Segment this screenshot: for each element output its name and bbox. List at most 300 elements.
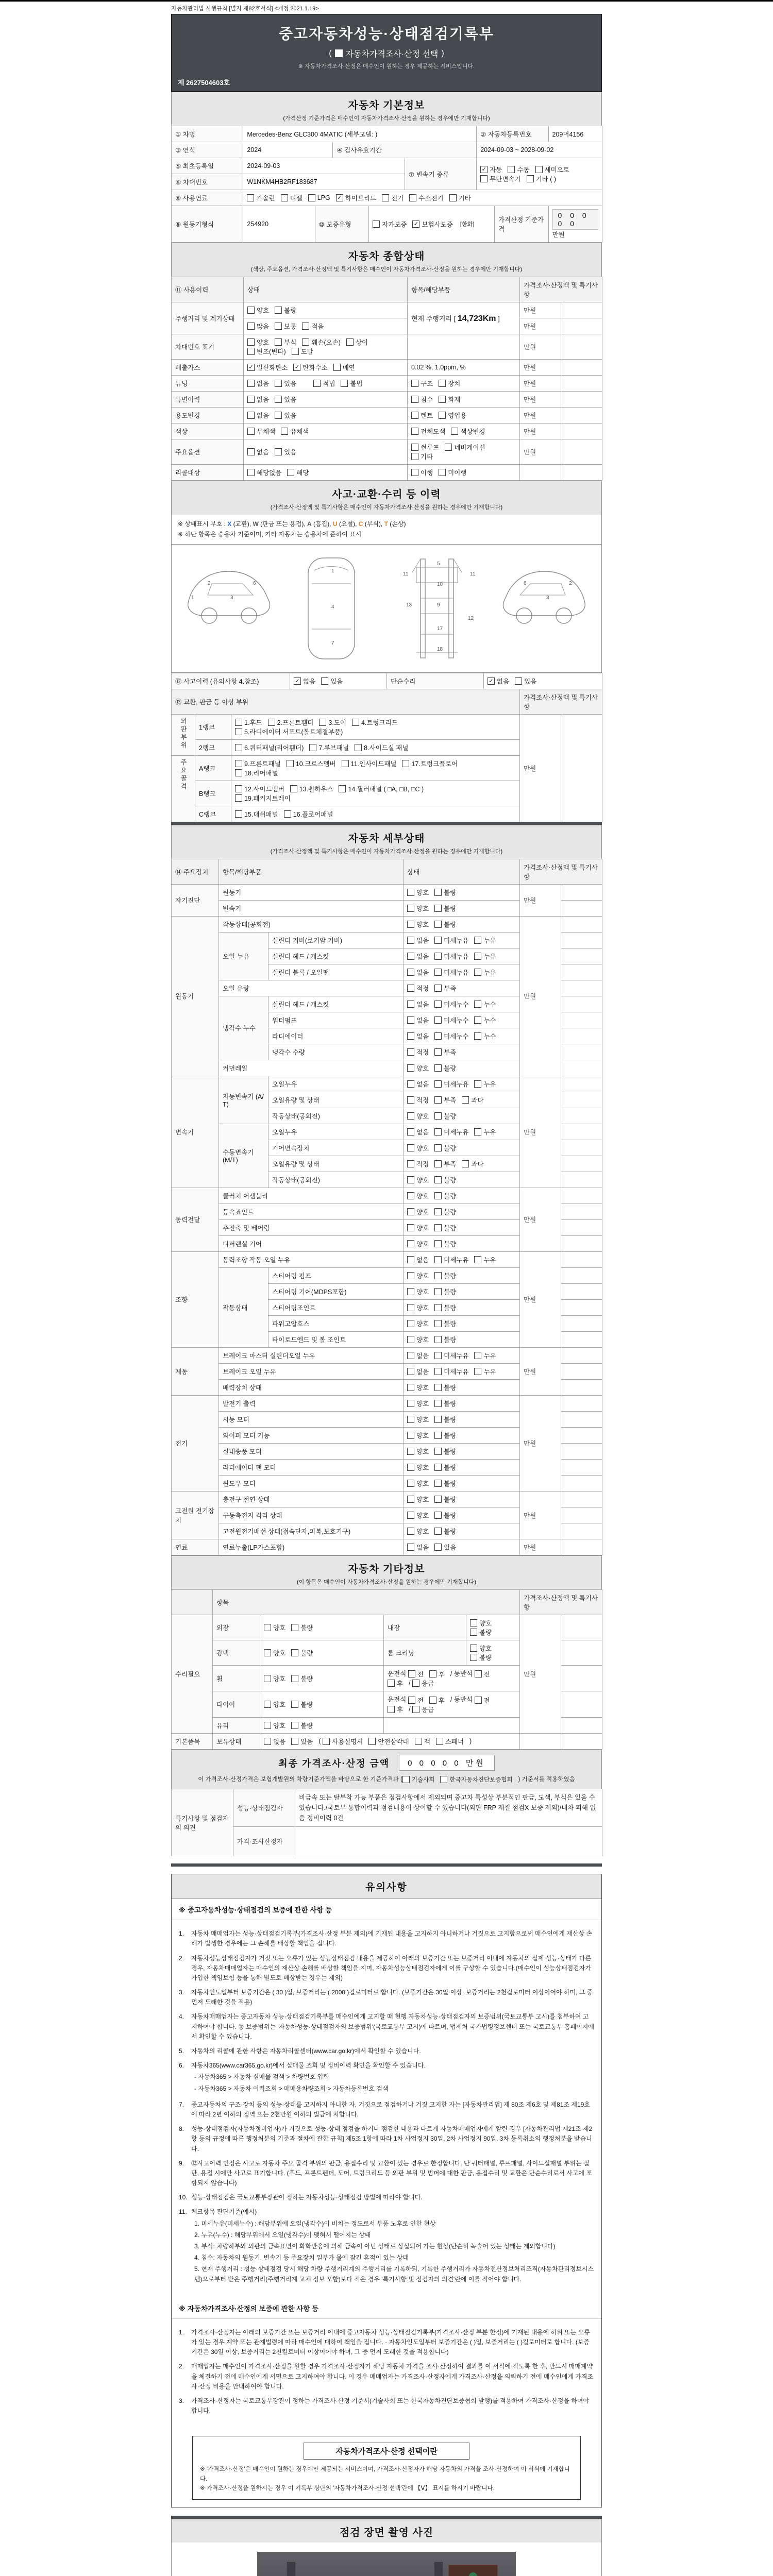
checkbox-불량[interactable] <box>434 1431 456 1440</box>
checkbox-box[interactable] <box>407 1240 414 1247</box>
checkbox-없음[interactable] <box>407 1255 429 1264</box>
checkbox-box[interactable] <box>407 1128 414 1136</box>
checkbox-불량[interactable] <box>470 1628 492 1637</box>
checkbox-있음[interactable] <box>515 676 536 686</box>
checkbox-box[interactable] <box>434 1432 442 1439</box>
checkbox-box[interactable] <box>470 1645 477 1652</box>
checkbox-box[interactable] <box>434 905 442 912</box>
checkbox-box[interactable] <box>434 969 442 976</box>
checkbox-box[interactable] <box>480 175 488 182</box>
checkbox-불량[interactable] <box>434 1415 456 1424</box>
checkbox-10.크로스멤버[interactable] <box>287 759 336 768</box>
checkbox-box[interactable] <box>302 323 309 330</box>
checkbox-적음[interactable] <box>302 321 324 331</box>
checkbox-있음[interactable] <box>434 1543 456 1552</box>
checkbox-불법[interactable] <box>341 379 362 388</box>
checkbox-box[interactable] <box>434 1368 442 1375</box>
checkbox-box[interactable] <box>411 469 418 476</box>
checkbox-양호[interactable] <box>407 1063 429 1073</box>
checkbox-box[interactable] <box>407 1224 414 1231</box>
checkbox-양호[interactable] <box>264 1623 285 1632</box>
checkbox-box[interactable] <box>284 810 291 818</box>
checkbox-후[interactable] <box>388 1705 403 1714</box>
checkbox-불량[interactable] <box>434 1063 456 1073</box>
checkbox-있음[interactable] <box>275 395 296 404</box>
checkbox-있음[interactable] <box>275 379 296 388</box>
checkbox-box[interactable] <box>407 1544 414 1551</box>
checkbox-box[interactable] <box>402 760 409 767</box>
checkbox-box[interactable] <box>346 338 354 346</box>
checkbox-box[interactable] <box>407 889 414 896</box>
checkbox-box[interactable] <box>434 1512 442 1519</box>
checkbox-box[interactable] <box>407 1160 414 1167</box>
checkbox-해당없음[interactable] <box>247 468 281 477</box>
checkbox-없음[interactable] <box>407 1079 429 1089</box>
checkbox-15.대쉬패널[interactable] <box>235 809 278 819</box>
checkbox-box[interactable] <box>434 1064 442 1072</box>
checkbox-불량[interactable] <box>470 1653 492 1662</box>
checkbox-보험사보증[interactable] <box>412 219 452 229</box>
checkbox-가솔린[interactable] <box>247 193 275 202</box>
checkbox-box[interactable] <box>462 1096 469 1104</box>
checkbox-기타[interactable] <box>411 452 433 461</box>
checkbox-양호[interactable] <box>264 1674 285 1683</box>
checkbox-box[interactable] <box>445 444 452 451</box>
checkbox-box[interactable] <box>281 428 288 435</box>
checkbox-양호[interactable] <box>407 1335 429 1344</box>
checkbox-box[interactable] <box>434 953 442 960</box>
checkbox-box[interactable] <box>281 194 288 201</box>
checkbox-box[interactable] <box>407 1144 414 1151</box>
checkbox-box[interactable] <box>407 1432 414 1439</box>
checkbox-box[interactable] <box>535 166 543 173</box>
checkbox-8.사이드실 패널[interactable] <box>355 743 408 752</box>
checkbox-box[interactable] <box>355 744 362 751</box>
checkbox-box[interactable] <box>247 396 255 403</box>
checkbox-box[interactable] <box>434 1448 442 1455</box>
checkbox-box[interactable] <box>474 1256 481 1263</box>
checkbox-불량[interactable] <box>434 904 456 913</box>
checkbox-box[interactable] <box>434 1240 442 1247</box>
checkbox-양호[interactable] <box>407 1111 429 1121</box>
checkbox-box[interactable] <box>474 1368 481 1375</box>
checkbox-스패너[interactable] <box>436 1737 464 1746</box>
checkbox-과다[interactable] <box>462 1095 483 1105</box>
checkbox-box[interactable] <box>407 1192 414 1199</box>
checkbox-무단변속기[interactable] <box>480 174 520 183</box>
checkbox-미세누수[interactable] <box>434 999 468 1009</box>
checkbox-box[interactable] <box>275 323 282 330</box>
checkbox-변조(변타)[interactable] <box>247 347 286 356</box>
checkbox-누수[interactable] <box>474 999 496 1009</box>
checkbox-box[interactable] <box>407 985 414 992</box>
checkbox-box[interactable] <box>407 1416 414 1423</box>
checkbox-불량[interactable] <box>434 1271 456 1280</box>
checkbox-box[interactable] <box>440 1776 447 1783</box>
checkbox-도말[interactable] <box>292 347 313 356</box>
checkbox-없음[interactable] <box>407 1127 429 1137</box>
checkbox-box[interactable] <box>247 469 255 476</box>
checkbox-box[interactable] <box>407 1352 414 1359</box>
checkbox-양호[interactable] <box>407 1383 429 1392</box>
checkbox-box[interactable] <box>436 1738 443 1745</box>
checkbox-17.트렁크플로어[interactable] <box>402 759 458 768</box>
checkbox-box[interactable] <box>408 1670 415 1677</box>
checkbox-기술사회[interactable] <box>402 1775 434 1784</box>
checkbox-box[interactable] <box>264 1624 271 1631</box>
checkbox-사용설명서[interactable] <box>323 1737 363 1746</box>
checkbox-19.패키지트레이[interactable] <box>235 793 291 803</box>
checkbox-box[interactable] <box>388 1680 395 1687</box>
checkbox-box[interactable] <box>434 1160 442 1167</box>
checkbox-box[interactable]: ✓ <box>293 364 300 371</box>
checkbox-box[interactable] <box>470 1619 477 1626</box>
checkbox-box[interactable] <box>411 396 418 403</box>
checkbox-보통[interactable] <box>275 321 296 331</box>
checkbox-box[interactable]: ✓ <box>412 221 419 228</box>
checkbox-양호[interactable] <box>264 1700 285 1709</box>
checkbox-많음[interactable] <box>247 321 269 331</box>
checkbox-box[interactable] <box>407 1464 414 1471</box>
checkbox-미세누유[interactable] <box>434 1255 468 1264</box>
checkbox-box[interactable] <box>235 769 242 776</box>
checkbox-없음[interactable] <box>294 676 315 686</box>
checkbox-box[interactable] <box>291 1722 298 1729</box>
checkbox-양호[interactable] <box>407 1495 429 1504</box>
checkbox-있음[interactable] <box>275 447 296 456</box>
checkbox-box[interactable] <box>434 1048 442 1056</box>
checkbox-누유[interactable] <box>474 1127 496 1137</box>
checkbox-box[interactable] <box>264 1722 271 1729</box>
checkbox-box[interactable] <box>291 1738 298 1745</box>
checkbox-box[interactable] <box>439 396 446 403</box>
checkbox-box[interactable] <box>287 760 294 767</box>
checkbox-유채색[interactable] <box>281 427 309 436</box>
checkbox-box[interactable] <box>474 953 481 960</box>
checkbox-box[interactable] <box>407 953 414 960</box>
checkbox-양호[interactable] <box>407 1143 429 1153</box>
checkbox-7.루브패널[interactable] <box>309 743 349 752</box>
checkbox-미세누유[interactable] <box>434 936 468 945</box>
checkbox-box[interactable] <box>527 175 534 182</box>
checkbox-양호[interactable] <box>407 1479 429 1488</box>
checkbox-box[interactable] <box>319 719 326 726</box>
checkbox-전[interactable] <box>475 1669 490 1679</box>
checkbox-box[interactable] <box>434 1112 442 1120</box>
checkbox-box[interactable] <box>407 1001 414 1008</box>
checkbox-box[interactable] <box>434 1176 442 1183</box>
checkbox-누유[interactable] <box>474 968 496 977</box>
checkbox-자가보증[interactable] <box>373 219 407 229</box>
checkbox-응급[interactable] <box>412 1705 434 1714</box>
checkbox-13.휠하우스[interactable] <box>290 784 333 793</box>
checkbox-부족[interactable] <box>434 1047 456 1057</box>
checkbox-box[interactable] <box>434 1352 442 1359</box>
checkbox-box[interactable] <box>429 1697 436 1704</box>
checkbox-box[interactable] <box>411 412 418 419</box>
checkbox-box[interactable] <box>474 969 481 976</box>
checkbox-box[interactable] <box>407 1336 414 1343</box>
checkbox-box[interactable] <box>434 921 442 928</box>
checkbox-없음[interactable] <box>407 1015 429 1025</box>
checkbox-box[interactable] <box>434 1400 442 1407</box>
checkbox-9.프론트패널[interactable] <box>235 759 281 768</box>
checkbox-없음[interactable] <box>407 968 429 977</box>
checkbox-누유[interactable] <box>474 1079 496 1089</box>
checkbox-훼손(오손)[interactable] <box>302 337 341 347</box>
checkbox-box[interactable] <box>434 1384 442 1391</box>
checkbox-없음[interactable] <box>407 1367 429 1376</box>
checkbox-box[interactable] <box>407 1304 414 1311</box>
checkbox-box[interactable] <box>439 412 446 419</box>
checkbox-box[interactable] <box>407 1032 414 1040</box>
checkbox-양호[interactable] <box>407 1431 429 1440</box>
checkbox-미세누유[interactable] <box>434 968 468 977</box>
checkbox-불량[interactable] <box>434 1463 456 1472</box>
checkbox-box[interactable] <box>235 785 242 792</box>
checkbox-부족[interactable] <box>434 984 456 993</box>
checkbox-불량[interactable] <box>291 1721 313 1730</box>
checkbox-box[interactable] <box>439 380 446 387</box>
checkbox-box[interactable] <box>407 1080 414 1088</box>
checkbox-네비게이션[interactable] <box>445 443 485 452</box>
checkbox-box[interactable] <box>474 1080 481 1088</box>
checkbox-box[interactable] <box>407 969 414 976</box>
checkbox-box[interactable] <box>434 1192 442 1199</box>
checkbox-box[interactable] <box>264 1738 271 1745</box>
checkbox-부족[interactable] <box>434 1095 456 1105</box>
checkbox-불량[interactable] <box>291 1623 313 1632</box>
checkbox-box[interactable] <box>247 412 255 419</box>
checkbox-box[interactable] <box>508 166 515 173</box>
checkbox-상이[interactable] <box>346 337 368 347</box>
checkbox-기타 ( )[interactable] <box>527 174 556 183</box>
checkbox-box[interactable] <box>411 380 418 387</box>
checkbox-box[interactable] <box>388 1706 395 1713</box>
checkbox-box[interactable] <box>412 1680 419 1687</box>
checkbox-box[interactable] <box>407 1512 414 1519</box>
checkbox-디젤[interactable] <box>281 193 303 202</box>
checkbox-box[interactable] <box>474 1016 481 1024</box>
checkbox-box[interactable] <box>247 194 254 201</box>
checkbox-영업용[interactable] <box>439 411 466 420</box>
checkbox-없음[interactable] <box>407 936 429 945</box>
checkbox-양호[interactable] <box>264 1721 285 1730</box>
checkbox-양호[interactable] <box>407 1207 429 1216</box>
checkbox-box[interactable] <box>407 905 414 912</box>
checkbox-box[interactable] <box>515 677 522 685</box>
checkbox-box[interactable] <box>247 307 255 314</box>
checkbox-부식[interactable] <box>275 337 296 347</box>
checkbox-불량[interactable] <box>434 1239 456 1248</box>
checkbox-box[interactable] <box>339 785 346 792</box>
checkbox-누유[interactable] <box>474 936 496 945</box>
checkbox-양호[interactable] <box>407 888 429 897</box>
checkbox-양호[interactable] <box>470 1643 492 1653</box>
checkbox-한국자동차진단보증협회[interactable] <box>440 1775 512 1784</box>
checkbox-누유[interactable] <box>474 952 496 961</box>
checkbox-없음[interactable] <box>407 1543 429 1552</box>
checkbox-미이행[interactable] <box>439 468 466 477</box>
checkbox-box[interactable] <box>368 1738 376 1745</box>
checkbox-없음[interactable] <box>247 379 269 388</box>
checkbox-box[interactable] <box>342 760 349 767</box>
checkbox-전체도색[interactable] <box>411 427 445 436</box>
checkbox-box[interactable] <box>475 1697 482 1704</box>
checkbox-불량[interactable] <box>275 306 296 315</box>
checkbox-없음[interactable] <box>488 676 509 686</box>
checkbox-box[interactable] <box>434 1416 442 1423</box>
checkbox-box[interactable] <box>407 1256 414 1263</box>
checkbox-구조[interactable] <box>411 379 433 388</box>
checkbox-미세누수[interactable] <box>434 1015 468 1025</box>
checkbox-box[interactable] <box>275 380 282 387</box>
checkbox-후[interactable] <box>429 1669 445 1679</box>
checkbox-불량[interactable] <box>434 1511 456 1520</box>
checkbox-누유[interactable] <box>474 1367 496 1376</box>
checkbox-box[interactable] <box>352 719 359 726</box>
checkbox-전기[interactable] <box>382 193 404 202</box>
checkbox-box[interactable] <box>474 937 481 944</box>
checkbox-미세누유[interactable] <box>434 1367 468 1376</box>
checkbox-12.사이드멤버[interactable] <box>235 784 284 793</box>
checkbox-양호[interactable] <box>407 1527 429 1536</box>
checkbox-box[interactable]: ✓ <box>488 677 495 685</box>
checkbox-없음[interactable] <box>407 999 429 1009</box>
checkbox-불량[interactable] <box>434 1143 456 1153</box>
checkbox-양호[interactable] <box>470 1618 492 1628</box>
checkbox-전[interactable] <box>408 1669 424 1679</box>
checkbox-box[interactable] <box>235 760 242 767</box>
checkbox-양호[interactable] <box>407 1511 429 1520</box>
checkbox-불량[interactable] <box>291 1700 313 1709</box>
checkbox-양호[interactable] <box>407 1415 429 1424</box>
checkbox-box[interactable] <box>434 1016 442 1024</box>
checkbox-불량[interactable] <box>434 1495 456 1504</box>
checkbox-box[interactable] <box>434 1544 442 1551</box>
checkbox-미세누유[interactable] <box>434 952 468 961</box>
checkbox-16.플로어패널[interactable] <box>284 809 333 819</box>
checkbox-box[interactable] <box>247 348 255 355</box>
checkbox-매연[interactable] <box>333 363 355 372</box>
checkbox-box[interactable]: ✓ <box>294 677 301 685</box>
checkbox-양호[interactable] <box>247 337 269 347</box>
checkbox-기타[interactable] <box>449 193 471 202</box>
checkbox-적정[interactable] <box>407 1047 429 1057</box>
checkbox-box[interactable] <box>474 1352 481 1359</box>
checkbox-box[interactable] <box>264 1701 271 1708</box>
checkbox-box[interactable] <box>407 1496 414 1503</box>
checkbox-box[interactable] <box>434 1496 442 1503</box>
checkbox-3.도어[interactable] <box>319 718 346 727</box>
checkbox-미세누유[interactable] <box>434 1351 468 1360</box>
checkbox-양호[interactable] <box>407 1271 429 1280</box>
checkbox-적정[interactable] <box>407 1095 429 1105</box>
checkbox-2.프론트휀더[interactable] <box>268 718 314 727</box>
checkbox-box[interactable] <box>290 785 297 792</box>
checkbox-있음[interactable] <box>275 411 296 420</box>
checkbox-불량[interactable] <box>434 1111 456 1121</box>
checkbox-수동[interactable] <box>508 165 529 174</box>
checkbox-box[interactable] <box>434 1320 442 1327</box>
checkbox-box[interactable] <box>434 1080 442 1088</box>
checkbox-불량[interactable] <box>434 888 456 897</box>
checkbox-box[interactable] <box>434 1128 442 1136</box>
checkbox-이행[interactable] <box>411 468 433 477</box>
checkbox-box[interactable] <box>235 728 242 735</box>
checkbox-box[interactable] <box>292 348 299 355</box>
checkbox-LPG[interactable] <box>308 194 330 201</box>
checkbox-양호[interactable] <box>407 1287 429 1296</box>
checkbox-있음[interactable] <box>321 676 343 686</box>
checkbox-box[interactable] <box>247 338 255 346</box>
checkbox-box[interactable] <box>434 1528 442 1535</box>
checkbox-18.리어패널[interactable] <box>235 768 278 777</box>
checkbox-box[interactable] <box>407 937 414 944</box>
checkbox-없음[interactable] <box>407 1031 429 1041</box>
checkbox-box[interactable] <box>291 1624 298 1631</box>
checkbox-box[interactable] <box>275 412 282 419</box>
checkbox-불량[interactable] <box>434 1527 456 1536</box>
checkbox-적정[interactable] <box>407 1159 429 1168</box>
checkbox-세미오토[interactable] <box>535 165 569 174</box>
checkbox-5.라디에이터 서포트(볼트체결부품)[interactable] <box>235 727 343 736</box>
checkbox-무채색[interactable] <box>247 427 275 436</box>
checkbox-없음[interactable] <box>247 411 269 420</box>
checkbox-box[interactable] <box>407 921 414 928</box>
checkbox-box[interactable] <box>373 221 380 228</box>
checkbox-후[interactable] <box>429 1696 445 1705</box>
checkbox-box[interactable] <box>470 1629 477 1636</box>
checkbox-box[interactable] <box>434 1272 442 1279</box>
checkbox-box[interactable] <box>449 194 457 201</box>
checkbox-box[interactable] <box>275 307 282 314</box>
checkbox-box[interactable] <box>407 1176 414 1183</box>
checkbox-불량[interactable] <box>434 1207 456 1216</box>
checkbox-box[interactable] <box>407 1368 414 1375</box>
checkbox-양호[interactable] <box>407 904 429 913</box>
checkbox-양호[interactable] <box>407 1191 429 1200</box>
checkbox-box[interactable] <box>247 448 255 455</box>
checkbox-box[interactable] <box>407 1016 414 1024</box>
checkbox-box[interactable] <box>434 1256 442 1263</box>
checkbox-box[interactable] <box>235 810 242 818</box>
checkbox-box[interactable] <box>412 1706 419 1713</box>
checkbox-양호[interactable] <box>407 1223 429 1232</box>
checkbox-box[interactable] <box>308 194 315 201</box>
checkbox-box[interactable] <box>407 1528 414 1535</box>
checkbox-불량[interactable] <box>434 1303 456 1312</box>
checkbox-응급[interactable] <box>412 1679 434 1688</box>
checkbox-box[interactable] <box>407 1112 414 1120</box>
checkbox-box[interactable] <box>474 1128 481 1136</box>
checkbox-box[interactable] <box>323 1738 330 1745</box>
checkbox-box[interactable] <box>434 1224 442 1231</box>
checkbox-양호[interactable] <box>247 306 269 315</box>
checkbox-box[interactable] <box>264 1675 271 1682</box>
checkbox-양호[interactable] <box>407 920 429 929</box>
checkbox-box[interactable] <box>434 889 442 896</box>
checkbox-불량[interactable] <box>291 1674 313 1683</box>
checkbox-box[interactable] <box>287 469 294 476</box>
checkbox-4.트렁크리드[interactable] <box>352 718 398 727</box>
checkbox-box[interactable] <box>407 1288 414 1295</box>
checkbox-후[interactable] <box>388 1679 403 1688</box>
checkbox-box[interactable] <box>434 1336 442 1343</box>
checkbox-전[interactable] <box>408 1696 424 1705</box>
checkbox-box[interactable] <box>434 1288 442 1295</box>
checkbox-누수[interactable] <box>474 1015 496 1025</box>
